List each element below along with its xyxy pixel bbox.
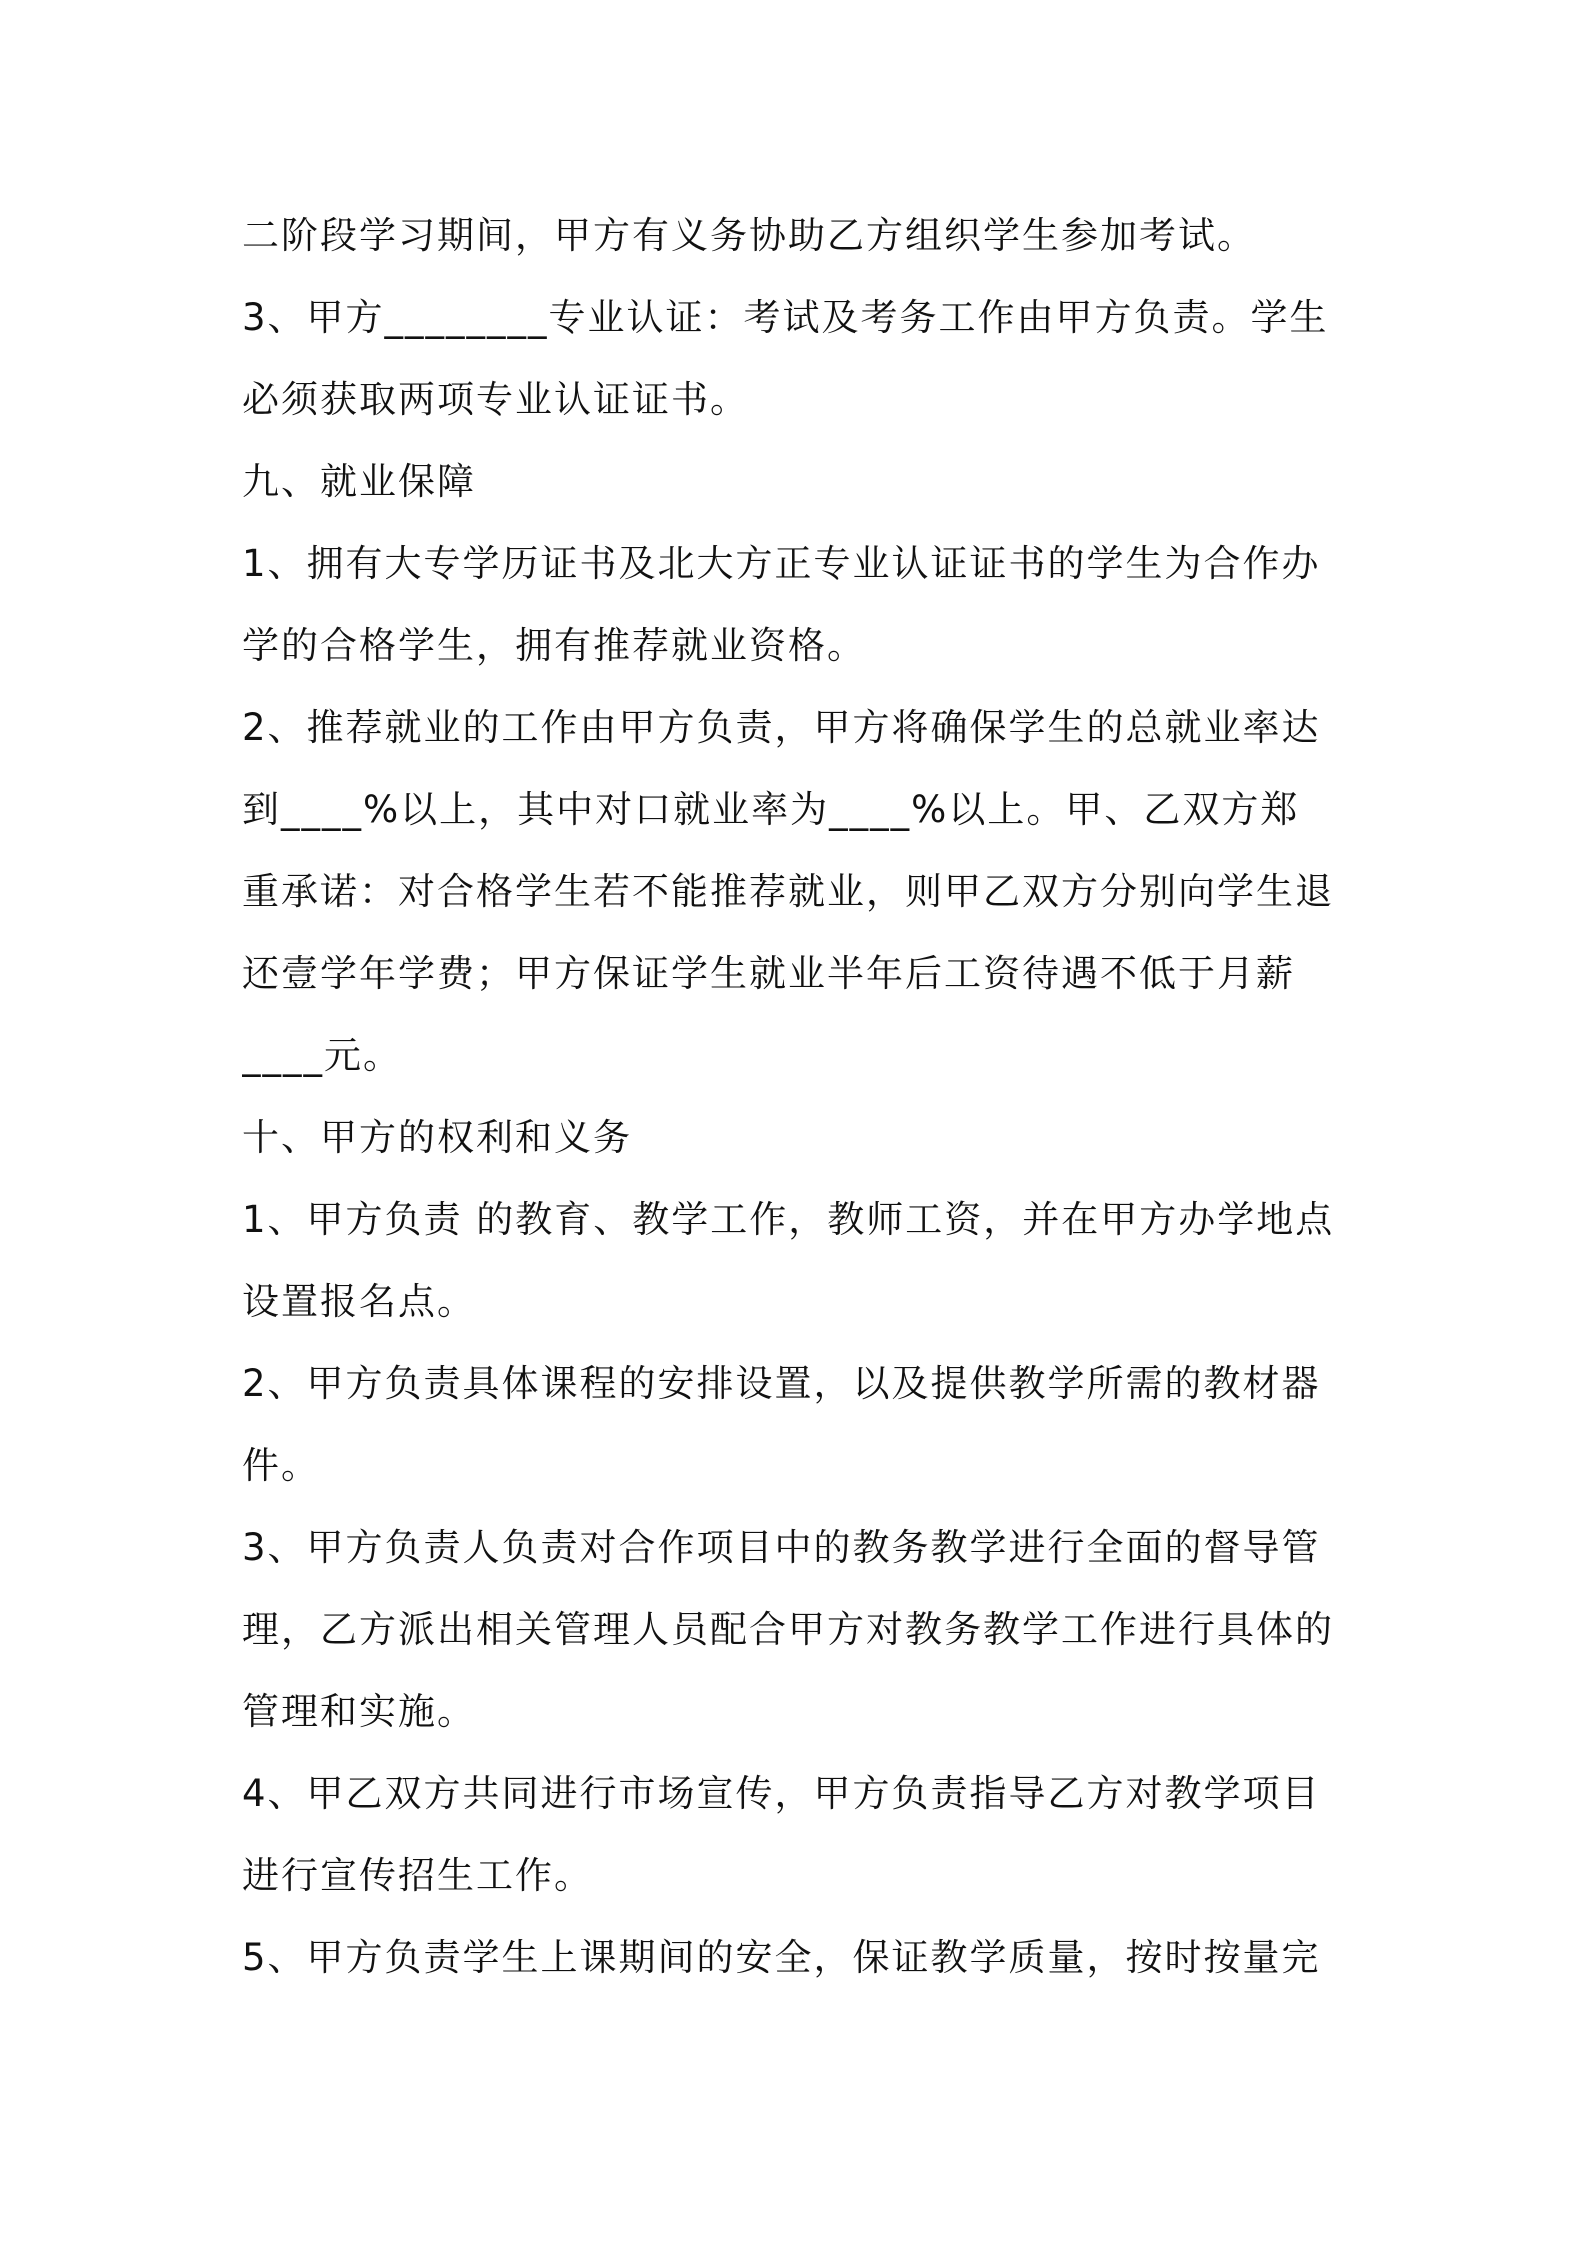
text-line: 必须获取两项专业认证证书。 xyxy=(242,378,749,421)
text-line: 到____%以上，其中对口就业率为____%以上。甲、乙双方郑 xyxy=(242,788,1300,831)
text-line: 2、推荐就业的工作由甲方负责，甲方将确保学生的总就业率达 xyxy=(242,706,1321,749)
section-heading: 十、甲方的权利和义务 xyxy=(242,1116,632,1159)
text-line: 设置报名点。 xyxy=(242,1280,476,1323)
text-line: 4、甲乙双方共同进行市场宣传，甲方负责指导乙方对教学项目 xyxy=(242,1772,1321,1815)
text-line: 理，乙方派出相关管理人员配合甲方对教务教学工作进行具体的 xyxy=(242,1608,1334,1651)
section-heading: 九、就业保障 xyxy=(242,460,476,503)
text-line: ____元。 xyxy=(242,1034,402,1077)
text-line: 重承诺：对合格学生若不能推荐就业，则甲乙双方分别向学生退 xyxy=(242,870,1334,913)
text-line: 1、甲方负责 的教育、教学工作，教师工资，并在甲方办学地点 xyxy=(242,1198,1335,1241)
text-line: 进行宣传招生工作。 xyxy=(242,1854,593,1897)
text-line: 1、拥有大专学历证书及北大方正专业认证证书的学生为合作办 xyxy=(242,542,1321,585)
text-line: 5、甲方负责学生上课期间的安全，保证教学质量，按时按量完 xyxy=(242,1936,1321,1979)
text-line: 学的合格学生，拥有推荐就业资格。 xyxy=(242,624,866,667)
document-body xyxy=(242,195,1352,1999)
text-line: 3、甲方________专业认证：考试及考务工作由甲方负责。学生 xyxy=(242,296,1329,339)
text-line: 二阶段学习期间，甲方有义务协助乙方组织学生参加考试。 xyxy=(242,214,1256,257)
text-line: 3、甲方负责人负责对合作项目中的教务教学进行全面的督导管 xyxy=(242,1526,1321,1569)
text-line: 还壹学年学费；甲方保证学生就业半年后工资待遇不低于月薪 xyxy=(242,952,1295,995)
text-line: 件。 xyxy=(242,1444,320,1487)
text-line: 2、甲方负责具体课程的安排设置，以及提供教学所需的教材器 xyxy=(242,1362,1321,1405)
text-line: 管理和实施。 xyxy=(242,1690,476,1733)
